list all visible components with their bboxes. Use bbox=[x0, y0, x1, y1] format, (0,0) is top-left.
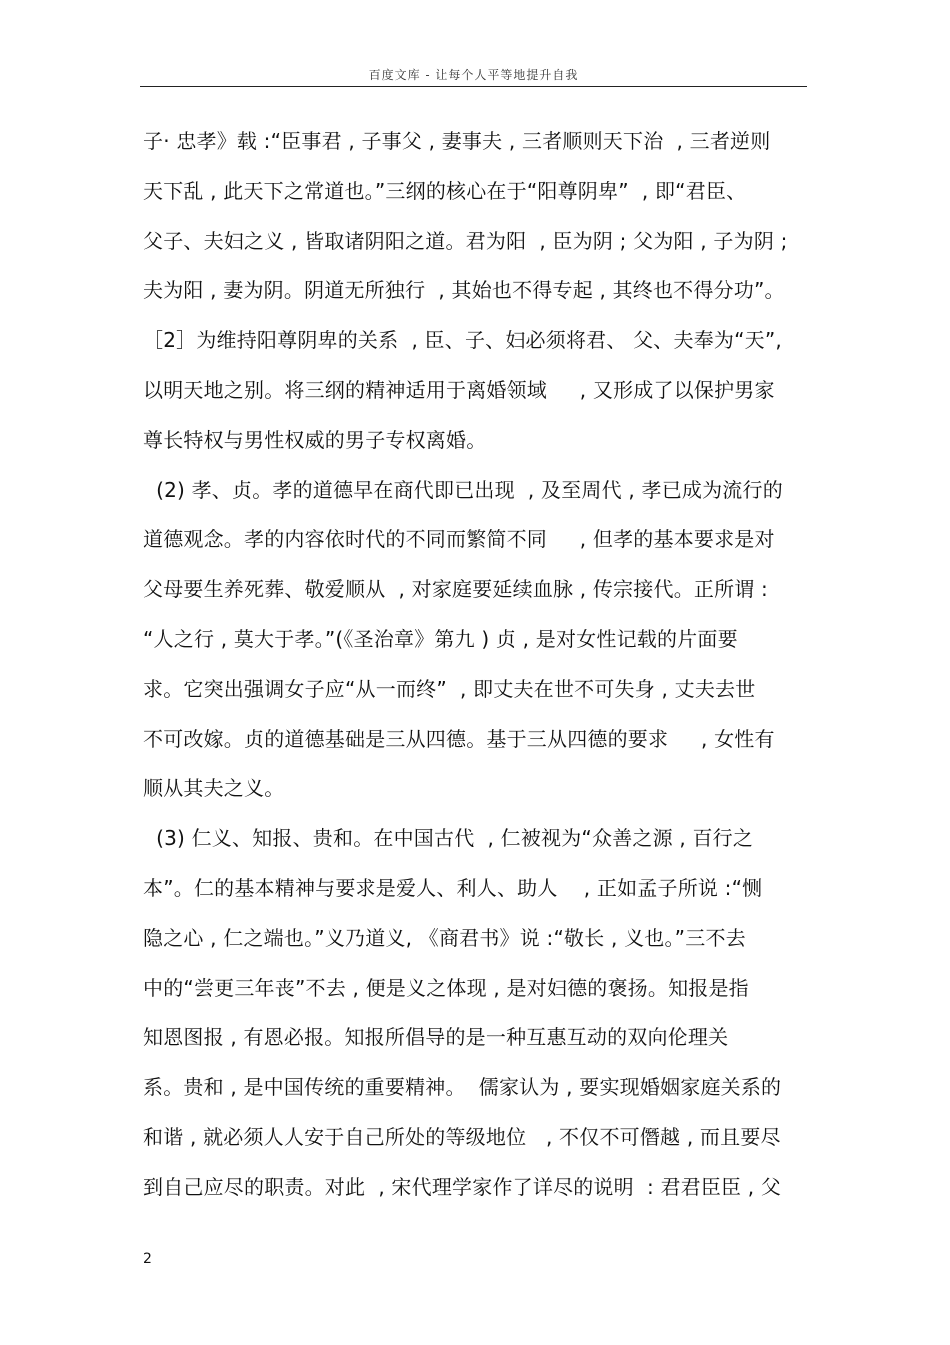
text-line: 求。它突出强调女子应“从一而终” , 即丈夫在世不可失身 , 丈夫去世 bbox=[143, 676, 756, 701]
text-line: 以明天地之别。将三纲的精神适用于离婚领域 , 又形成了以保护男家 bbox=[143, 377, 775, 402]
header-divider bbox=[140, 86, 807, 87]
text-line: “人之行 , 莫大于孝。”(《圣治章》第九 ) 贞 , 是对女性记载的片面要 bbox=[143, 626, 738, 651]
text-line: 尊长特权与男性权威的男子专权离婚。 bbox=[143, 427, 487, 452]
text-line: 子· 忠孝》载 :“臣事君 , 子事父 , 妻事夫 , 三者顺则天下治 , 三者逆则 bbox=[143, 129, 771, 153]
text-line: 中的“尝更三年丧”不去 , 便是义之体现 , 是对妇德的褒扬。知报是指 bbox=[143, 975, 749, 1000]
text-line: 隐之心 , 仁之端也。”义乃道义, 《商君书》说 :“敬长 , 义也。”三不去 bbox=[143, 925, 746, 950]
text-line: 顺从其夫之义。 bbox=[143, 776, 285, 801]
text-line: (3) 仁义、知报、贵和。在中国古代 , 仁被视为“众善之源 , 百行之 bbox=[143, 826, 754, 851]
text-line: ［2］为维持阳尊阴卑的关系 , 臣、子、妇必须将君、 父、夫奉为“天”, bbox=[143, 328, 782, 353]
document-body bbox=[143, 122, 818, 1218]
text-line: 道德观念。孝的内容依时代的不同而繁简不同 , 但孝的基本要求是对 bbox=[143, 527, 775, 552]
text-line: 天下乱 , 此天下之常道也。”三纲的核心在于“阳尊阴卑” , 即“君臣、 bbox=[143, 178, 747, 203]
text-line: (2) 孝、贞。孝的道德早在商代即已出现 , 及至周代 , 孝已成为流行的 bbox=[143, 477, 783, 502]
text-line: 本”。仁的基本精神与要求是爱人、利人、助人 , 正如孟子所说 :“恻 bbox=[143, 875, 763, 900]
text-line: 和谐 , 就必须人人安于自己所处的等级地位 , 不仅不可僭越 , 而且要尽 bbox=[143, 1124, 781, 1149]
page-header: 百度文库 - 让每个人平等地提升自我 bbox=[368, 68, 579, 82]
text-line: 不可改嫁。贞的道德基础是三从四德。基于三从四德的要求 , 女性有 bbox=[143, 726, 775, 751]
text-line: 系。贵和 , 是中国传统的重要精神。 儒家认为 , 要实现婚姻家庭关系的 bbox=[143, 1075, 782, 1100]
text-line: 父子、夫妇之义 , 皆取诸阴阳之道。君为阳 , 臣为阴 ; 父为阳 , 子为阴 ; bbox=[143, 228, 788, 253]
text-line: 知恩图报 , 有恩必报。知报所倡导的是一种互惠互动的双向伦理关 bbox=[143, 1025, 729, 1050]
page-number: 2 bbox=[143, 1251, 152, 1267]
text-line: 到自己应尽的职责。对此 , 宋代理学家作了详尽的说明 : 君君臣臣 , 父 bbox=[143, 1174, 782, 1199]
text-line: 父母要生养死葬、敬爱顺从 , 对家庭要延续血脉 , 传宗接代。正所谓 : bbox=[143, 577, 768, 602]
text-line: 夫为阳 , 妻为阴。阴道无所独行 , 其始也不得专起 , 其终也不得分功”。 bbox=[143, 278, 785, 303]
